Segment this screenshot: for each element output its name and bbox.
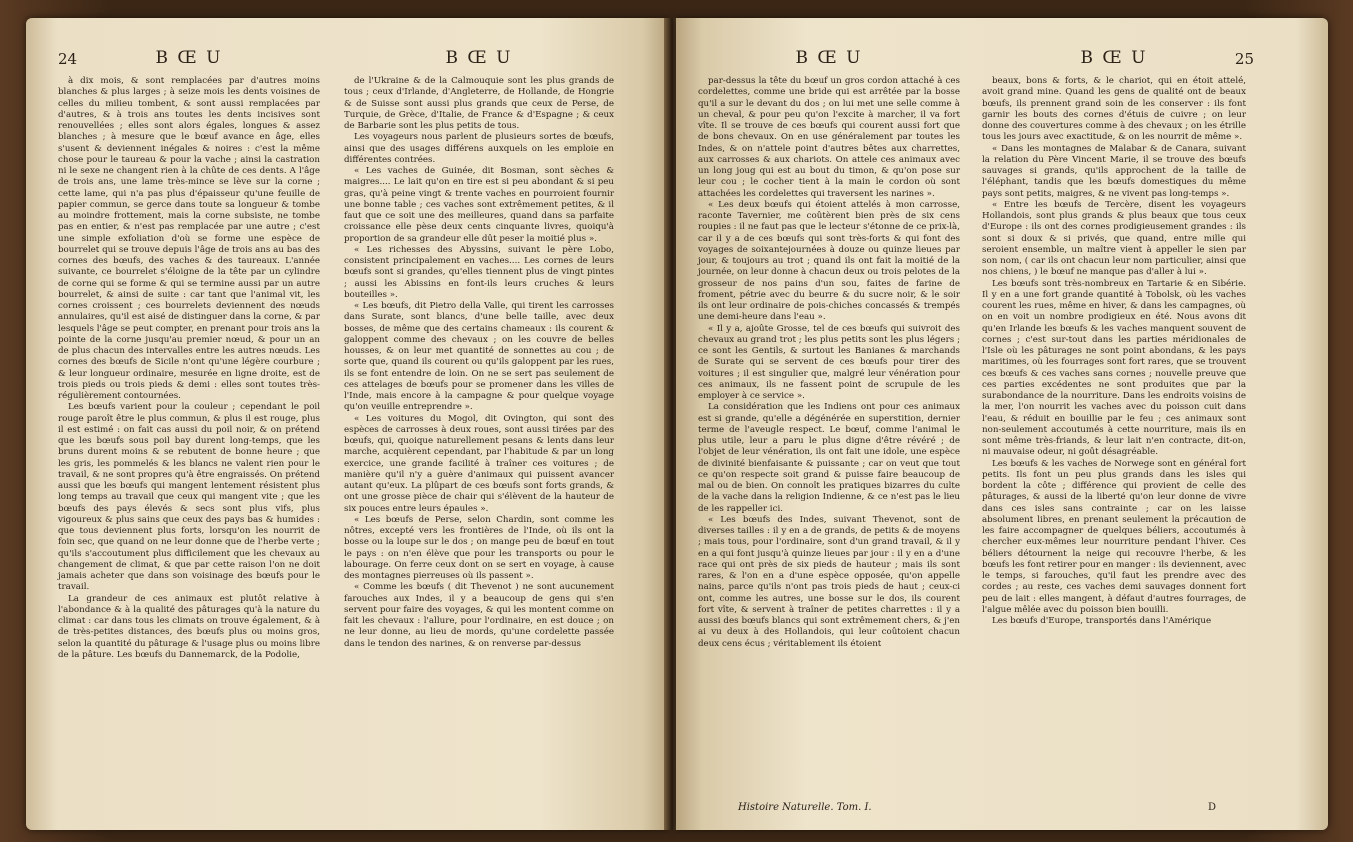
paragraph: « Dans les montagnes de Malabar & de Canara, suivant la relation du Père Vincent Marie, il se trouve des bœufs sauvages si grands, qu'ils approchent de la taille de l'éléphant, tandis que les bœufs domestiques du même pays sont petits, maigres, & ne vivent pas long-temps ». bbox=[982, 143, 1246, 199]
page-footer bbox=[982, 802, 1246, 816]
running-head: B Œ U bbox=[1080, 48, 1148, 68]
page-header bbox=[58, 48, 320, 72]
running-head: B Œ U bbox=[445, 48, 513, 68]
paragraph: « Entre les bœufs de Tercère, disent les voyageurs Hollandois, sont plus grands & plus beaux que tous ceux d'Europe : ils ont des cornes prodigieusement grandes : ils sont si doux & si privés, que quand, entre mille qui seroient ensemble, un maître vient à appeller le sien par son nom, ( car ils ont chacun leur nom particulier, ainsi que nos chiens, ) le bœuf ne manque pas d'aller à lui ». bbox=[982, 199, 1246, 278]
paragraph: « Les deux bœufs qui étoient attelés à mon carrosse, raconte Tavernier, me coûtèrent bien près de six cens roupies : il ne faut pas que le lecteur s'étonne de ce prix-là, car il y a de ces bœufs qui sont très-forts & qui font des voyages de soixantejournées à douze ou quinze lieues par jour, & toujours au trot ; quand ils ont fait la moitié de la journée, on leur donne à chacun deux ou trois pelotes de la grosseur de nos pains d'un sou, faites de farine de froment, pétrie avec du beurre & du sucre noir, & le soir ils ont leur ordinaire de pois-chiches concassés & trempés une demi-heure dans l'eau ». bbox=[698, 199, 960, 323]
left-page-spread bbox=[26, 18, 668, 830]
signature-mark: D bbox=[1207, 802, 1216, 813]
page-number: 24 bbox=[58, 50, 78, 68]
page-25-col1 bbox=[698, 48, 960, 816]
page-header bbox=[982, 48, 1254, 72]
page-number: 25 bbox=[1234, 50, 1254, 68]
paragraph: beaux, bons & forts, & le chariot, qui en étoit attelé, avoit grand mine. Quand les gens de qualité ont de beaux bœufs, ils prennent grand soin de les conserver : ils font garnir les bouts des cornes d'étuis de cuivre ; on leur donne des couvertures comme à des chevaux ; on les étrille tous les jours avec exactitude, & on les nourrit de même ». bbox=[982, 76, 1246, 143]
text-column bbox=[698, 76, 960, 650]
paragraph: « Les bœufs de Perse, selon Chardin, sont comme les nôtres, excepté vers les frontières de l'Inde, où ils ont la bosse ou la loupe sur le dos ; on mange peu de bœuf en tout le pays : on n'en élève que pour les transports ou pour le labourage. On ferre ceux dont on se sert en voyage, à cause des montagnes pierreuses où ils passent ». bbox=[344, 514, 614, 581]
paragraph: La grandeur de ces animaux est plutôt relative à l'abondance & à la qualité des pâturages qu'à la nature du climat : car dans tous les climats on trouve également, & à de très-petites distances, des bœufs plus ou moins gros, selon la quantité du pâturage & l'usage plus ou moins libre de la pâture. Les bœufs du Dannemarck, de la Podolie, bbox=[58, 593, 320, 660]
running-head: B Œ U bbox=[155, 48, 223, 68]
page-header bbox=[698, 48, 960, 72]
paragraph: « Il y a, ajoûte Grosse, tel de ces bœufs qui suivroit des chevaux au grand trot ; les plus petits sont les plus légers ; ce sont les Gentils, & surtout les Banianes & marchands de Surate qui se servent de ces bœufs pour tirer des voitures ; il est singulier que, malgré leur vénération pour ces animaux, ils ne fassent point de scrupule de les employer à ce service ». bbox=[698, 323, 960, 401]
paragraph: Les bœufs varient pour la couleur ; cependant le poil rouge paroît être le plus commun, & plus il est rouge, plus il est estimé : on fait cas aussi du poil noir, & on prétend que les bœufs sous poil bay durent long-temps, que les bruns durent moins & se rebutent de bonne heure ; que les gris, les pommelés & les blancs ne valent rien pour le travail, & ne sont propres qu'à être engraissés. On prétend aussi que les bœufs qui mangent lentement résistent plus long temps au travail que ceux qui mangent vite ; que les bœufs des pays élevés & secs sont plus vifs, plus vigoureux & plus sains que ceux des pays bas & humides : que tous deviennent plus forts, lorsqu'on les nourrit de foin sec, que quand on ne leur donne que de l'herbe verte ; qu'ils s'accoutument plus difficilement que les chevaux au changement de climat, & que par cette raison l'on ne doit jamais acheter que dans son voisinage des bœufs pour le travail. bbox=[58, 402, 320, 593]
paragraph: Les bœufs sont très-nombreux en Tartarie & en Sibérie. Il y en a une fort grande quantité à Tobolsk, où les vaches courent les rues, même en hiver, & dans les campagnes, où on en voit un nombre prodigieux en été. Nous avons dit qu'en Irlande les bœufs & les vaches manquent souvent de cornes ; c'est sur-tout dans les parties méridionales de l'Isle où les pâturages ne sont point abondans, & les pays maritimes, où les fourrages sont fort rares, que se trouvent ces bœufs & ces vaches sans cornes ; nouvelle preuve que ces parties excédentes ne sont produites que par la surabondance de la nourriture. Dans les endroits voisins de la mer, l'on nourrit les vaches avec du poisson cuit dans l'eau, & réduit en bouillie par le feu ; ces animaux sont non-seulement accoutumés à cette nourriture, mais ils en sont même très-friands, & leur lait n'en contracte, dit-on, ni mauvaise odeur, ni goût désagréable. bbox=[982, 278, 1246, 458]
paragraph: de l'Ukraine & de la Calmouquie sont les plus grands de tous ; ceux d'Irlande, d'Angleterre, de Hollande, de Hongrie & de Suisse sont aussi plus grands que ceux de Perse, de Turquie, de Grèce, d'Italie, de France & d'Espagne ; & ceux de Barbarie sont les plus petits de tous. bbox=[344, 76, 614, 131]
text-column bbox=[982, 76, 1246, 627]
page-header bbox=[344, 48, 614, 72]
running-head: B Œ U bbox=[795, 48, 863, 68]
text-column bbox=[58, 76, 320, 661]
right-page-spread bbox=[676, 18, 1328, 830]
paragraph: Les bœufs d'Europe, transportés dans l'Amérique bbox=[992, 616, 1212, 626]
page-25 bbox=[982, 48, 1254, 816]
text-column bbox=[344, 76, 614, 650]
paragraph: « Les voitures du Mogol, dit Ovington, qui sont des espèces de carrosses à deux roues, sont aussi tirées par des bœufs, qui, quoique naturellement pesans & lents dans leur marche, acquièrent cependant, par l'habitude & par un long exercice, une grande facilité à traîner ces voitures ; de manière qu'il n'y a guère d'animaux qui puissent avancer autant qu'eux. La plûpart de ces bœufs sont forts grands, & ont une grosse pièce de chair qui s'élèvent de la hauteur de six pouces entre leurs épaules ». bbox=[344, 413, 614, 514]
paragraph: « Comme les bœufs ( dit Thevenot ) ne sont aucunement farouches aux Indes, il y a beaucoup de gens qui s'en servent pour faire des voyages, & qui les montent comme on fait les chevaux : l'allure, pour l'ordinaire, en est douce ; on ne leur donne, au lieu de mords, qu'une cordelette passée dans le tendon des narines, & on renverse par-dessus bbox=[344, 582, 614, 649]
paragraph: « Les richesses des Abyssins, suivant le père Lobo, consistent principalement en vaches.... Les cornes de leurs bœufs sont si grandes, qu'elles tiennent plus de vingt pintes ; aussi les Abissins en font-ils leurs cruches & leurs bouteilles ». bbox=[344, 244, 614, 300]
footer-title: Histoire Naturelle. Tom. I. bbox=[738, 802, 872, 813]
paragraph: Les bœufs & les vaches de Norwege sont en général fort petits. Ils font un peu plus grands dans les isles qui bordent la côte ; différence qui provient de celle des pâturages, & aussi de la liberté qu'on leur donne de vivre dans ces isles sans contrainte ; car on les laisse absolument libres, en prenant seulement la précaution de les faire accompagner de quelques béliers, accoutumés à chercher eux-mêmes leur nourriture pendant l'hiver. Ces béliers détournent la neige qui recouvre l'herbe, & les bœufs les font retirer pour en manger : ils deviennent, avec le temps, si farouches, qu'il faut les prendre avec des cordes ; au reste, ces vaches demi sauvages donnent fort peu de lait : elles mangent, à défaut d'autres fourrages, de l'algue mêlée avec du poisson bien bouilli. bbox=[982, 458, 1246, 615]
paragraph: « Les bœufs, dit Pietro della Valle, qui tirent les carrosses dans Surate, sont blancs, d'une belle taille, avec deux bosses, de même que des certains chameaux : ils courent & galoppent comme des chevaux ; on les couvre de belles housses, & on leur met quantité de sonnettes au cou ; de sorte que, quand ils courent ou qu'ils galoppent par les rues, ils se font entendre de loin. On ne se sert pas seulement de ces attelages de bœufs pour se promener dans les villes de l'Inde, mais encore à la campagne & pour quelque voyage qu'on veuille entreprendre ». bbox=[344, 301, 614, 413]
paragraph: « Les vaches de Guinée, dit Bosman, sont sèches & maigres.... Le lait qu'on en tire est si peu abondant & si peu gras, qu'à peine vingt & trente vaches en pourroient fournir une bonne table ; ces vaches sont extrêmement petites, & il faut que ce soit une des meilleures, quand dans sa parfaite croissance elle pèse deux cents cinquante livres, quoiqu'à proportion de sa grandeur elle dût peser la moitié plus ». bbox=[344, 166, 614, 244]
page-footer bbox=[698, 802, 960, 816]
paragraph: La considération que les Indiens ont pour ces animaux est si grande, qu'elle a dégénérée en superstition, dernier terme de l'aveugle respect. Le bœuf, comme l'animal le plus utile, leur a paru le plus digne d'être révéré ; de l'objet de leur vénération, ils ont fait une idole, une espèce de divinité bienfaisante & puissante ; car on veut que tout ce qu'on respecte soit grand & puisse faire beaucoup de mal ou de bien. On connoît les pratiques bizarres du culte de la vache dans la religion Indienne, & ce n'est pas le lieu de les rappeller ici. bbox=[698, 402, 960, 514]
paragraph: « Les bœufs des Indes, suivant Thevenot, sont de diverses tailles : il y en a de grands, de petits & de moyens ; mais tous, pour l'ordinaire, sont d'un grand travail, & il y en a qui font jusqu'à quinze lieues par jour : il y en a d'une race qui ont près de six pieds de hauteur ; mais ils sont rares, & l'on en a d'une espèce opposée, qu'on appelle nains, parce qu'ils n'ont pas trois pieds de haut ; ceux-ci ont, comme les autres, une bosse sur le dos, ils courent fort vîte, & servent à traîner de petites charrettes : il y a aussi des bœufs blancs qui sont extrêmement chers, & j'en ai vu deux à des Hollandois, qui leur coûtoient chacun deux cens écus ; véritablement ils étoient bbox=[698, 514, 960, 649]
paragraph: par-dessus la tête du bœuf un gros cordon attaché à ces cordelettes, comme une bride qui est arrêtée par la bosse qu'il a sur le devant du dos ; on lui met une selle comme à un cheval, & pour peu qu'on l'excite à marcher, il va fort vîte. Il se trouve de ces bœufs qui courent aussi fort que de bons chevaux. On en use généralement par toutes les Indes, & on n'attele point d'autres bêtes aux charrettes, aux carrosses & aux chariots. On attele ces animaux avec un long joug qui est au bout du timon, & qu'on pose sur leur cou ; le cocher tient à la main le cordon où sont attachées les cordelettes qui traversent les narines ». bbox=[698, 76, 960, 199]
page-24-col2 bbox=[344, 48, 614, 816]
paragraph: à dix mois, & sont remplacées par d'autres moins blanches & plus larges ; à seize mois les dents voisines de celles du milieu tombent, & sont aussi remplacées par d'autres, & à trois ans toutes les dents incisives sont renouvellées ; elles sont alors égales, longues & assez blanches ; à mesure que le bœuf avance en âge, elles s'usent & deviennent inégales & noires : c'est la même chose pour le taureau & pour la vache ; ainsi la castration ni le sexe ne changent rien à la chûte de ces dents. A l'âge de trois ans, une lame très-mince se lève sur la corne ; cette lame, qui n'a pas plus d'épaisseur qu'une feuille de papier commun, se gerce dans toute sa longueur & tombe au moindre frottement, mais la corne subsiste, ne tombe pas en entier, & n'est pas remplacée par une autre ; c'est une simple exfoliation d'où se forme une espèce de bourrelet qui se trouve depuis l'âge de trois ans au bas des cornes des bœufs, des vaches & des taureaux. L'année suivante, ce bourrelet s'éloigne de la tête par un cylindre de corne qui se forme & qui se termine aussi par un autre bourrelet, & ainsi de suite : car tant que l'animal vit, les cornes croissent ; ces bourrelets deviennent des nœuds annulaires, qu'il est aisé de distinguer dans la corne, & par lesquels l'âge se peut compter, en prenant pour trois ans la pointe de la corne jusqu'au premier nœud, & pour un an de plus chacun des intervalles entre les autres nœuds. Les cornes des bœufs de Sicile n'ont qu'une légère courbure ; & leur longueur ordinaire, mesurée en ligne droite, est de trois pieds ou trois pieds & demi : elles sont toutes très-régulièrement contournées. bbox=[58, 76, 320, 401]
paragraph: Les voyageurs nous parlent de plusieurs sortes de bœufs, ainsi que des usages différens auxquels on les emploie en différentes contrées. bbox=[344, 132, 614, 165]
page-24 bbox=[58, 48, 320, 816]
